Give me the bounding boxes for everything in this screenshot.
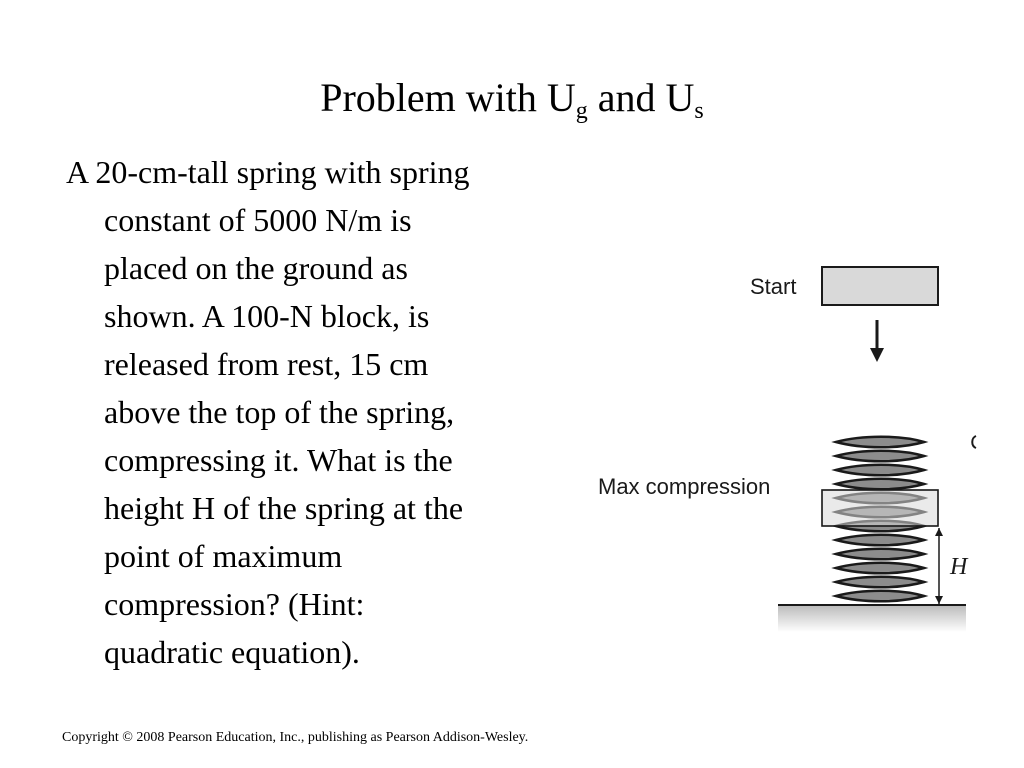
problem-line: placed on the ground as [104, 250, 408, 286]
edge-mark [972, 436, 976, 448]
problem-line: height H of the spring at the [104, 490, 464, 526]
start-block [822, 267, 938, 305]
spring-diagram [590, 250, 990, 640]
start-label: Start [750, 274, 797, 299]
problem-line: above the top of the spring, [104, 394, 455, 430]
title-subscript-s: s [694, 98, 704, 124]
max-compression-label: Max compression [598, 474, 771, 499]
ground [778, 606, 966, 632]
title-mid: and U [587, 75, 695, 120]
slide-title [0, 72, 1024, 124]
problem-line: compressing it. What is the [104, 442, 453, 478]
problem-line: A 20-cm-tall spring with spring [66, 154, 470, 190]
problem-line: quadratic equation). [104, 634, 360, 670]
title-subscript-g: g [575, 98, 588, 124]
problem-line: shown. A 100-N block, is [104, 298, 430, 334]
problem-line: point of maximum [104, 538, 343, 574]
problem-line: constant of 5000 N/m is [104, 202, 412, 238]
problem-line: released from rest, 15 cm [104, 346, 429, 382]
height-label: H [950, 554, 968, 580]
problem-line: compression? (Hint: [104, 586, 365, 622]
height-dimension [935, 528, 943, 604]
copyright-footer: Copyright © 2008 Pearson Education, Inc., publishing as Pearson Addison-Wesley. [62, 730, 529, 745]
title-main: Problem with U [320, 75, 576, 120]
down-arrow-icon [870, 320, 884, 362]
max-compression-block [822, 490, 938, 526]
problem-text [66, 148, 606, 676]
